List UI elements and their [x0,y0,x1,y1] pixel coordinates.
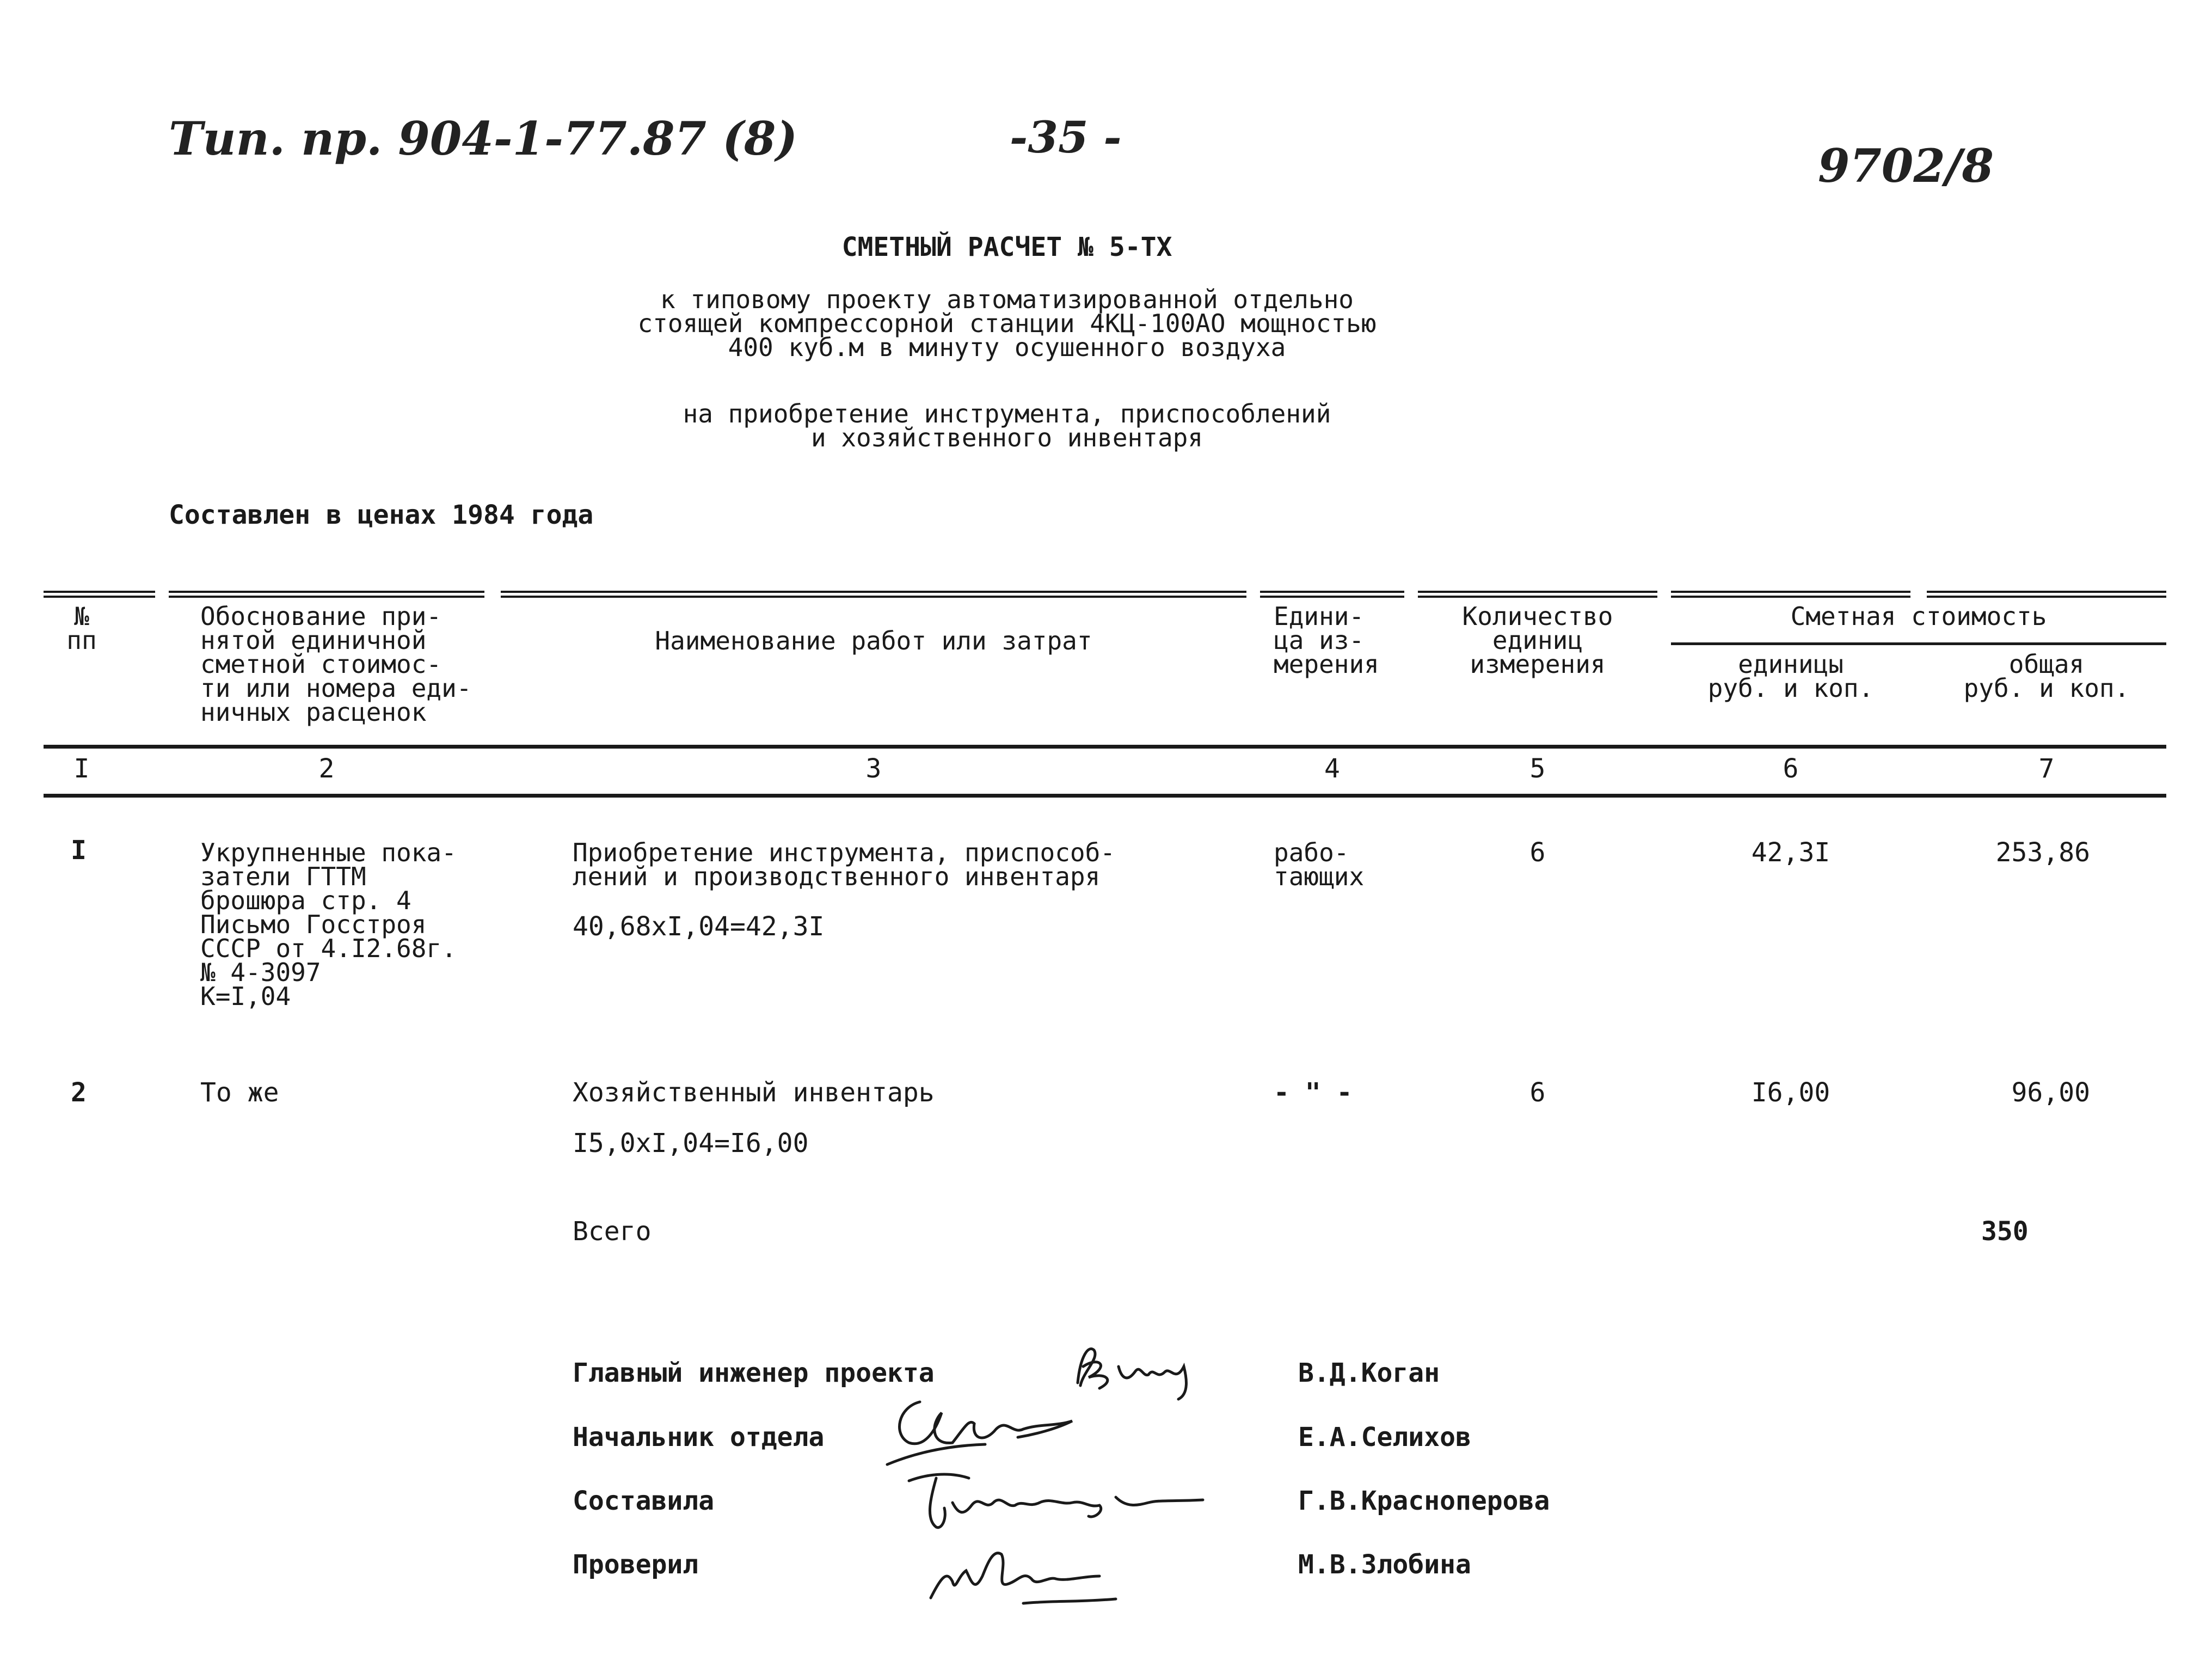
col-number-2: 2 [318,753,335,784]
row-1-quantity: 6 [1529,837,1546,868]
row-1-num: I [71,835,87,866]
header-unit [1274,602,1379,679]
page-number: -35 - [1010,112,1122,163]
row-2-name: Хозяйственный инвентарь [573,1077,935,1108]
header-unit-line-2: ца из- [1274,626,1365,655]
row-1-name-line-1: Приобретение инструмента, приспособ- [573,838,1115,867]
col-number-4: 4 [1324,753,1340,784]
header-quantity-line-2: единиц [1492,626,1583,655]
purpose-line-1: на приобретение инструмента, приспособлений [683,399,1331,428]
row-1-basis-line-4: Письмо Госстроя [200,910,427,939]
header-unit-line-3: мерения [1274,649,1379,679]
header-total-cost-line-2: руб. и коп. [1963,673,2130,703]
subtitle-line-2: стоящей компрессорной станции 4КЦ-100АО мощностью [637,309,1377,338]
signature-name-3: Г.В.Красноперова [1298,1486,1550,1516]
row-1-basis [200,838,457,1011]
row-1-basis-line-7: К=I,04 [200,982,291,1011]
column-numbers-bottom-rule [44,794,2166,798]
row-1-basis-line-2: затели ГТТМ [200,862,366,891]
header-basis-line-5: ничных расценок [200,697,427,727]
table-top-rule-3 [501,591,1246,593]
row-1-unit [1274,838,1365,891]
prices-note: Составлен в ценах 1984 года [169,500,594,530]
header-total-cost-line-1: общая [2008,649,2085,679]
signature-name-1: В.Д.Коган [1298,1358,1440,1388]
purpose-line-2: и хозяйственного инвентаря [810,423,1203,452]
row-2-basis: То же [200,1077,279,1108]
col-number-7: 7 [2038,753,2055,784]
header-basis [200,602,472,727]
header-unit-line-1: Едини- [1274,602,1365,631]
row-1-unit-line-2: тающих [1274,862,1365,891]
row-1-total: 253,86 [1995,837,2090,868]
total-value: 350 [1981,1216,2029,1247]
row-1-formula: 40,68xI,04=42,3I [573,911,825,942]
row-1-name-line-2: лений и производственного инвентаря [573,862,1101,891]
row-2-num: 2 [71,1077,87,1108]
header-basis-line-4: ти или номера еди- [200,673,472,703]
header-unit-cost [1671,649,1910,703]
signature-role-4: Проверил [573,1549,699,1580]
header-quantity-line-1: Количество [1462,602,1613,631]
header-num-line-2: пп [66,626,97,655]
row-2-unit-cost: I6,00 [1751,1077,1830,1108]
document-title: СМЕТНЫЙ РАСЧЕТ № 5-ТХ [841,232,1172,262]
header-quantity [1418,602,1657,679]
header-total-cost [1927,649,2166,703]
row-2-unit: - " - [1274,1077,1353,1108]
row-2-total: 96,00 [2011,1077,2090,1108]
header-basis-line-1: Обоснование при- [200,602,442,631]
header-num [49,602,114,655]
signature-name-2: Е.А.Селихов [1298,1422,1471,1453]
row-1-name [573,838,1115,891]
signature-name-4: М.В.Злобина [1298,1549,1471,1580]
table-top-rule-6 [1671,591,1910,593]
header-num-line-1: № [74,602,89,631]
col-number-5: 5 [1529,753,1546,784]
subtitle-line-1: к типовому проекту автоматизированной отдельно [660,285,1354,314]
col-number-6: 6 [1783,753,1799,784]
header-cost-group-rule [1671,642,2166,645]
subtitle-line-3: 400 куб.м в минуту осушенного воздуха [728,333,1286,362]
header-unit-cost-line-2: руб. и коп. [1707,673,1874,703]
signature-scribble-2 [876,1391,1192,1473]
row-1-basis-line-1: Укрупненные пока- [200,838,457,867]
header-unit-cost-line-1: единицы [1738,649,1844,679]
signature-role-3: Составила [573,1486,715,1516]
row-1-basis-line-5: СССР от 4.I2.68г. [200,934,457,963]
signature-role-1: Главный инженер проекта [573,1358,935,1388]
table-top-rule-1 [44,591,155,593]
header-basis-line-3: сметной стоимос- [200,649,442,679]
col-number-3: 3 [865,753,882,784]
signature-role-2: Начальник отдела [573,1422,825,1453]
row-1-unit-line-1: рабо- [1274,838,1349,867]
row-1-unit-cost: 42,3I [1751,837,1830,868]
table-top-rule-2 [169,591,484,593]
row-2-quantity: 6 [1529,1077,1546,1108]
header-basis-line-2: нятой единичной [200,626,427,655]
total-label: Всего [573,1216,652,1247]
header-name: Наименование работ или затрат [655,626,1092,655]
header-cost-group: Сметная стоимость [1790,602,2047,631]
document-number: 9702/8 [1818,139,1994,193]
table-top-rule-7 [1927,591,2166,593]
row-1-basis-line-6: № 4-3097 [200,958,321,987]
header-bottom-rule [44,745,2166,749]
row-2-formula: I5,0xI,04=I6,00 [573,1128,809,1159]
signature-scribble-4 [920,1533,1138,1614]
header-quantity-line-3: измерения [1470,649,1606,679]
table-top-rule-4 [1260,591,1404,593]
project-reference: Тип. пр. 904-1-77.87 (8) [169,112,798,166]
col-number-1: I [73,753,90,784]
row-1-basis-line-3: брошюра стр. 4 [200,886,411,915]
table-top-rule-5 [1418,591,1657,593]
